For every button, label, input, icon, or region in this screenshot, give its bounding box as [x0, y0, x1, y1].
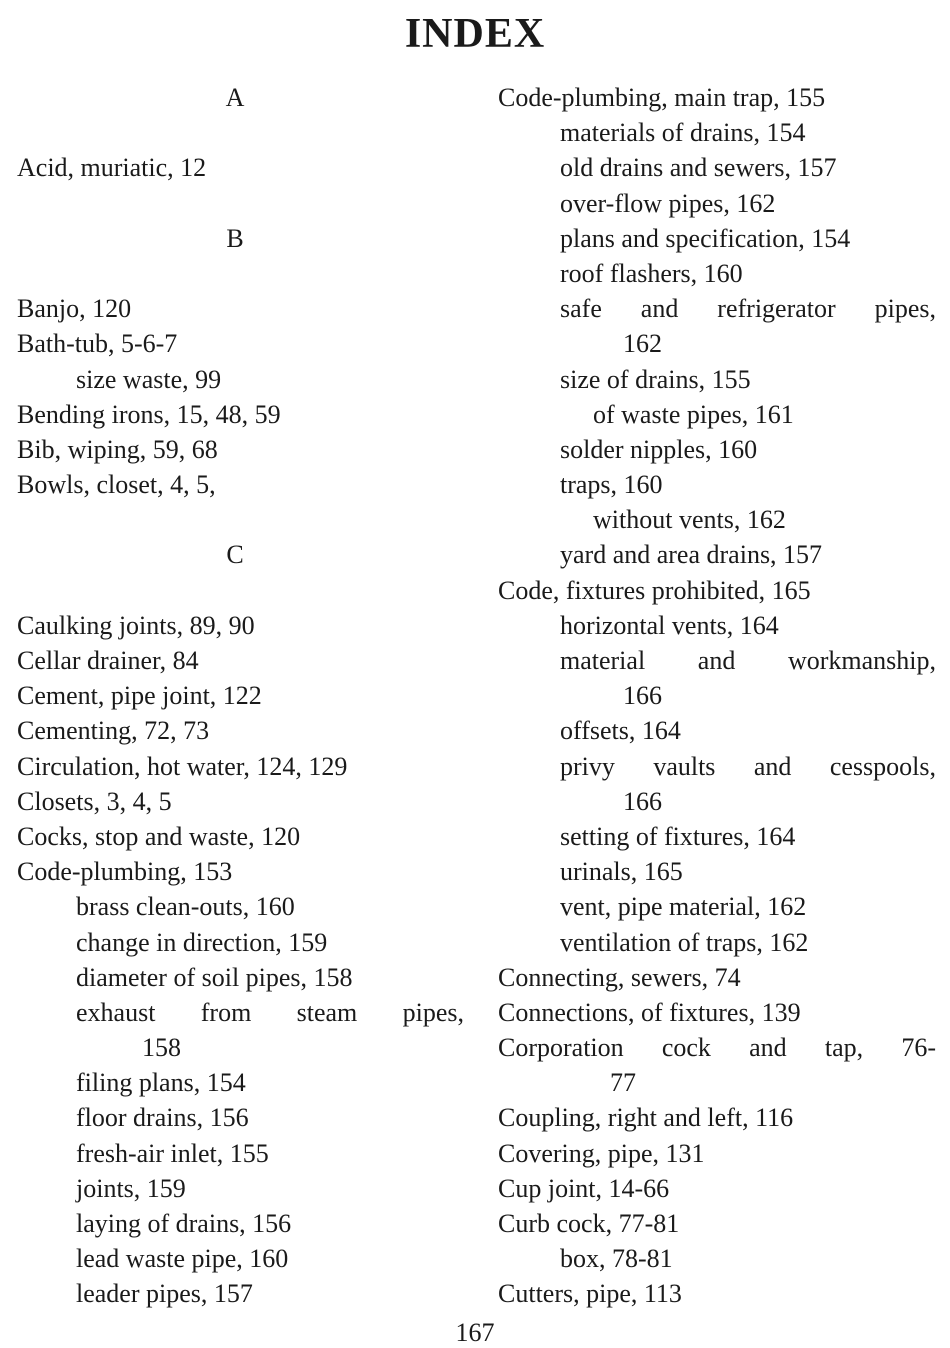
index-entry: Connecting, sewers, 74	[498, 962, 741, 992]
index-subentry: joints, 159	[76, 1173, 186, 1203]
index-entry: Bib, wiping, 59, 68	[17, 434, 218, 464]
index-entry: Cup joint, 14-66	[498, 1173, 670, 1203]
index-subentry: safe and refrigerator pipes,	[560, 294, 936, 324]
index-subentry: offsets, 164	[560, 716, 681, 746]
index-entry: Bath-tub, 5-6-7	[17, 329, 178, 359]
spacer	[17, 256, 467, 291]
index-entry: Circulation, hot water, 124, 129	[17, 751, 348, 781]
index-entry: Code, fixtures prohibited, 165	[498, 575, 811, 605]
index-entry: Bending irons, 15, 48, 59	[17, 399, 281, 429]
index-entry: Curb cock, 77-81	[498, 1209, 680, 1238]
index-subentry: materials of drains, 154	[560, 118, 806, 148]
index-entry: Corporation cock and tap, 76-	[498, 1033, 936, 1063]
index-subentry: solder nipples, 160	[560, 434, 758, 464]
index-subentry: over-flow pipes, 162	[560, 188, 776, 218]
index-entry: Connections, of fixtures, 139	[498, 997, 801, 1027]
index-continuation: 158	[142, 1033, 181, 1063]
index-subentry: setting of fixtures, 164	[560, 821, 796, 851]
index-continuation: 77	[610, 1068, 636, 1098]
index-continuation: 162	[623, 329, 662, 359]
index-entry: Code-plumbing, 153	[17, 857, 233, 887]
index-column-left	[17, 80, 467, 1312]
index-subentry: of waste pipes, 161	[593, 399, 794, 429]
index-entry: Cutters, pipe, 113	[498, 1279, 682, 1309]
index-entry: Cocks, stop and waste, 120	[17, 821, 301, 851]
index-subentry: lead waste pipe, 160	[76, 1244, 289, 1274]
index-subentry: old drains and sewers, 157	[560, 153, 837, 183]
index-subentry: leader pipes, 157	[76, 1279, 253, 1309]
index-entry: Cellar drainer, 84	[17, 646, 199, 675]
index-subentry: traps, 160	[560, 470, 663, 500]
index-entry: Cement, pipe joint, 122	[17, 681, 262, 711]
index-subentry: floor drains, 156	[76, 1103, 249, 1133]
index-subentry: laying of drains, 156	[76, 1209, 292, 1238]
section-letter-b: B	[226, 223, 244, 253]
index-subentry: without vents, 162	[593, 505, 786, 535]
index-entry: Cementing, 72, 73	[17, 716, 210, 746]
index-subentry: change in direction, 159	[76, 927, 328, 957]
index-column-right	[498, 80, 938, 1312]
index-subentry: filing plans, 154	[76, 1068, 246, 1098]
index-subentry: brass clean-outs, 160	[76, 892, 295, 922]
spacer	[17, 573, 467, 608]
index-subentry: fresh-air inlet, 155	[76, 1138, 269, 1168]
index-subentry: diameter of soil pipes, 158	[76, 962, 353, 992]
page-number: 167	[455, 1318, 495, 1347]
section-letter-c: C	[226, 540, 244, 570]
index-entry: Banjo, 120	[17, 294, 132, 324]
index-subentry: roof flashers, 160	[560, 258, 743, 288]
index-subentry: material and workmanship,	[560, 646, 936, 675]
index-subentry: box, 78-81	[560, 1244, 673, 1274]
section-letter-a: A	[225, 83, 245, 112]
index-entry: Caulking joints, 89, 90	[17, 610, 255, 640]
index-continuation: 166	[623, 786, 662, 816]
index-subentry: size waste, 99	[76, 364, 222, 394]
index-entry: Covering, pipe, 131	[498, 1138, 705, 1168]
index-subentry: size of drains, 155	[560, 364, 751, 394]
index-entry: Code-plumbing, main trap, 155	[498, 83, 826, 112]
spacer	[17, 502, 467, 537]
index-subentry: vent, pipe material, 162	[560, 892, 807, 922]
index-entry: Acid, muriatic, 12	[17, 153, 207, 183]
index-subentry: privy vaults and cesspools,	[560, 751, 936, 781]
index-entry: Coupling, right and left, 116	[498, 1103, 794, 1133]
index-subentry: ventilation of traps, 162	[560, 927, 809, 957]
spacer	[17, 186, 467, 221]
index-subentry: yard and area drains, 157	[560, 540, 823, 570]
index-subentry: urinals, 165	[560, 857, 683, 887]
spacer	[17, 115, 467, 150]
index-subentry: exhaust from steam pipes,	[76, 997, 464, 1027]
index-subentry: plans and specification, 154	[560, 223, 851, 253]
index-entry: Bowls, closet, 4, 5,	[17, 470, 216, 500]
index-subentry: horizontal vents, 164	[560, 610, 779, 640]
index-continuation: 166	[623, 681, 662, 711]
index-entry: Closets, 3, 4, 5	[17, 786, 172, 816]
page-title: INDEX	[404, 11, 546, 57]
